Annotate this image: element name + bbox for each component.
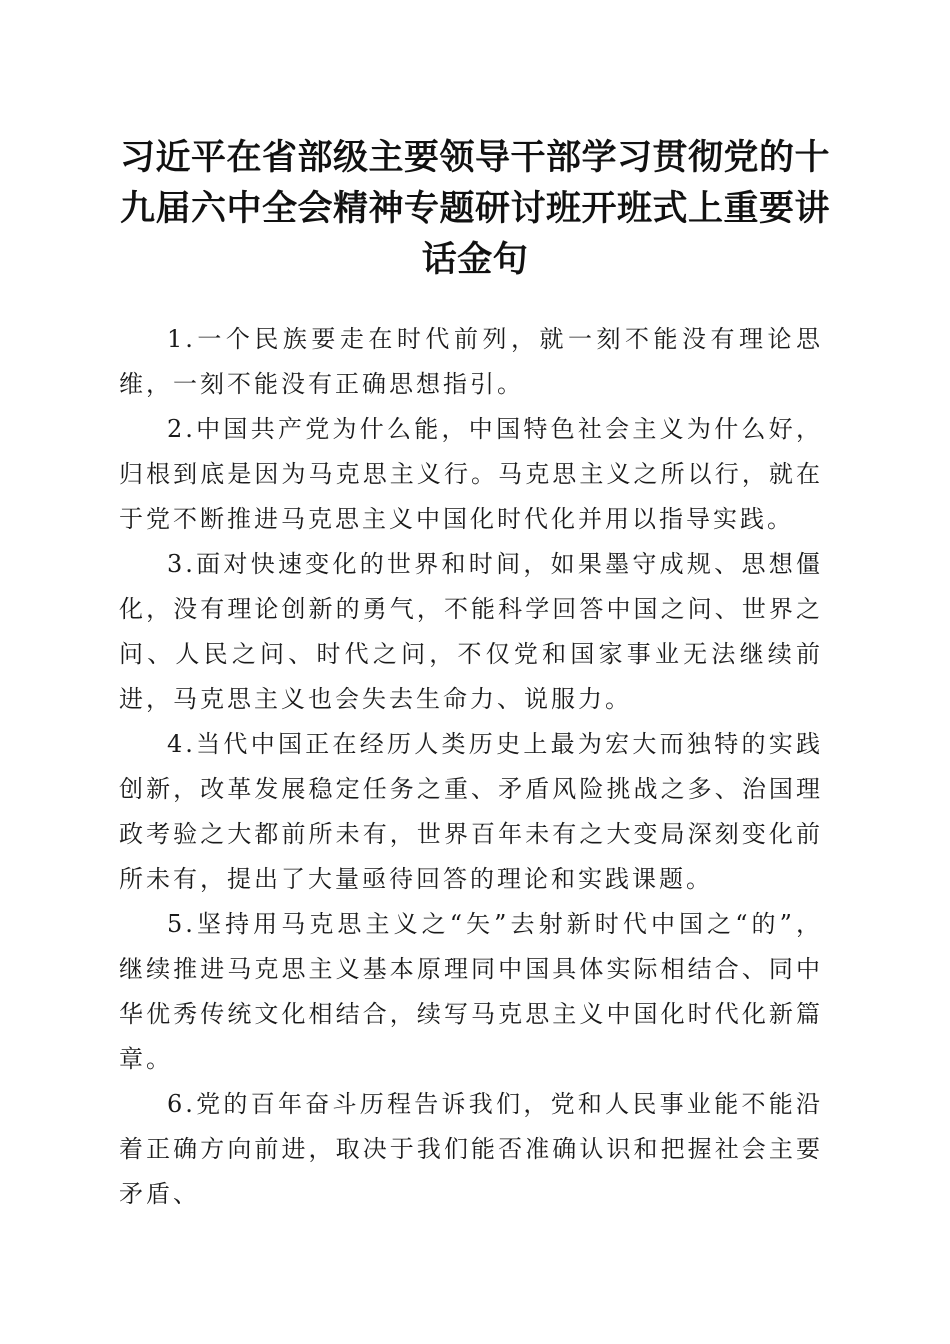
paragraph-4: 4.当代中国正在经历人类历史上最为宏大而独特的实践创新，改革发展稳定任务之重、矛盾风险挑战之多、治国理政考验之大都前所未有，世界百年未有之大变局深刻变化前所未有，提出了大量亟待回答的理论和实践课题。 [119,730,823,893]
paragraph-1: 1.一个民族要走在时代前列，就一刻不能没有理论思维，一刻不能没有正确思想指引。 [119,325,823,398]
paragraph-3: 3.面对快速变化的世界和时间，如果墨守成规、思想僵化，没有理论创新的勇气，不能科学回答中国之问、世界之问、人民之问、时代之问，不仅党和国家事业无法继续前进，马克思主义也会失去生命力、说服力。 [119,550,823,713]
paragraph-2: 2.中国共产党为什么能，中国特色社会主义为什么好，归根到底是因为马克思主义行。马克思主义之所以行，就在于党不断推进马克思主义中国化时代化并用以指导实践。 [119,415,823,533]
document-body [119,317,823,1217]
paragraph-5: 5.坚持用马克思主义之“矢”去射新时代中国之“的”，继续推进马克思主义基本原理同中国具体实际相结合、同中华优秀传统文化相结合，续写马克思主义中国化时代化新篇章。 [119,910,823,1073]
document-title: 习近平在省部级主要领导干部学习贯彻党的十九届六中全会精神专题研讨班开班式上重要讲话金句 [119,137,830,280]
paragraph-6: 6.党的百年奋斗历程告诉我们，党和人民事业能不能沿着正确方向前进，取决于我们能否准确认识和把握社会主要矛盾、 [119,1090,823,1208]
